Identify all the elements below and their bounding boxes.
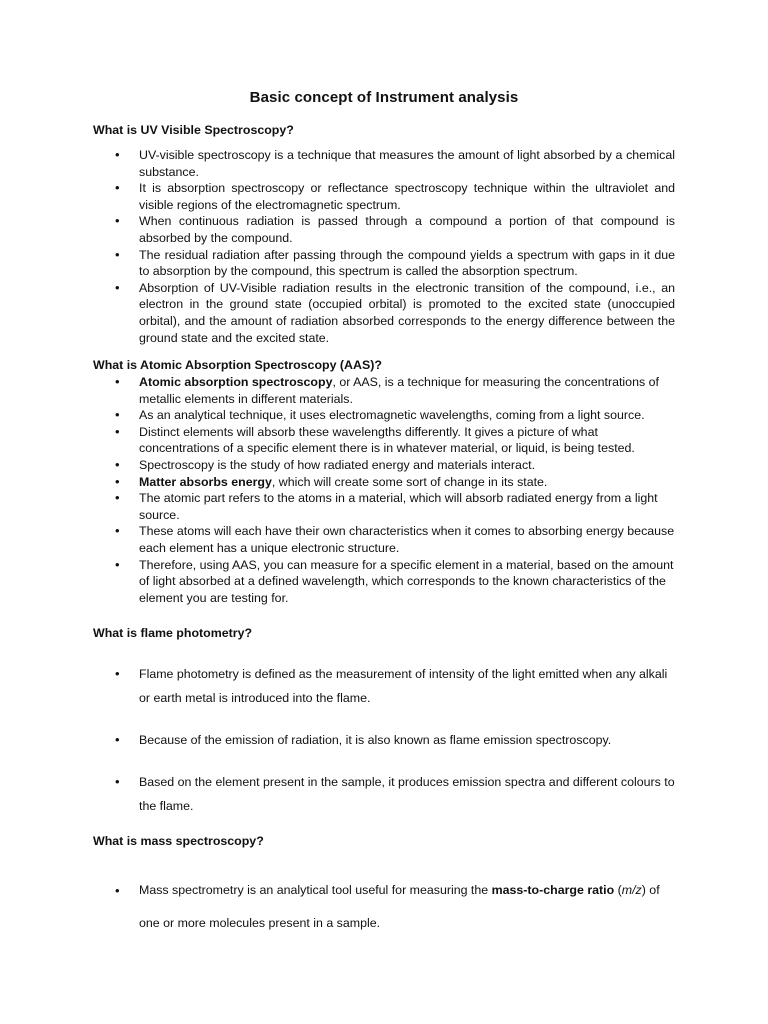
section-uv — [93, 123, 675, 346]
item-text: , which will create some sort of change in its state. — [271, 474, 548, 489]
list-item: • Distinct elements will absorb these wavelengths differently. It gives a picture of what concentrations of a specific element there is in whatever material, or liquid, is being tested. — [93, 424, 675, 457]
page-title: Basic concept of Instrument analysis — [249, 89, 519, 106]
list-item: • Because of the emission of radiation, it is also known as flame emission spectroscopy. — [93, 728, 675, 752]
list-flame — [93, 662, 675, 818]
list-uv — [93, 147, 675, 346]
list-item: • The residual radiation after passing through the compound yields a spectrum with gaps in it due to absorption by the compound, this spectrum is called the absorption spectrum. — [93, 247, 675, 280]
list-mass — [93, 874, 675, 940]
italic-term: m/z — [621, 883, 642, 897]
list-item — [93, 374, 675, 407]
bold-term: Matter absorbs energy — [139, 474, 272, 489]
list-item: • These atoms will each have their own characteristics when it comes to absorbing energy because each element has a unique electronic structure. — [93, 523, 675, 556]
list-item: • It is absorption spectroscopy or reflectance spectroscopy technique within the ultraviolet and visible regions of the electromagnetic spectrum. — [93, 180, 675, 213]
section-flame — [93, 626, 675, 818]
list-item: • UV-visible spectroscopy is a technique that measures the amount of light absorbed by a chemical substance. — [93, 147, 675, 180]
list-item: • Spectroscopy is the study of how radiated energy and materials interact. — [93, 457, 675, 474]
section-heading-uv: What is UV Visible Spectroscopy? — [93, 123, 294, 137]
section-heading-flame: What is flame photometry? — [93, 626, 253, 640]
list-item: • The atomic part refers to the atoms in a material, which will absorb radiated energy from a light source. — [93, 490, 675, 523]
list-item: • Flame photometry is defined as the measurement of intensity of the light emitted when any alkali or earth metal is introduced into the flame. — [93, 662, 675, 710]
list-item: • Therefore, using AAS, you can measure for a specific element in a material, based on the amount of light absorbed at a defined wavelength, which corresponds to the known characteristics of the element you are testing for. — [93, 557, 675, 607]
list-item: • As an analytical technique, it uses electromagnetic wavelengths, coming from a light source. — [93, 407, 675, 424]
bold-term: mass-to-charge ratio — [491, 883, 615, 897]
section-mass — [93, 834, 675, 940]
section-aas — [93, 358, 675, 606]
list-item: • Based on the element present in the sample, it produces emission spectra and different colours to the flame. — [93, 770, 675, 818]
item-text: ( — [614, 883, 622, 897]
list-item — [93, 474, 675, 491]
item-text: , or AAS, is a technique for measuring the concentrations of metallic elements in different materials. — [139, 375, 659, 406]
list-item: • When continuous radiation is passed through a compound a portion of that compound is absorbed by the compound. — [93, 213, 675, 246]
item-text: ) of one or more molecules present in a sample. — [139, 883, 660, 930]
section-heading-mass: What is mass spectroscopy? — [93, 834, 264, 848]
list-aas — [93, 374, 675, 606]
list-item: • Absorption of UV-Visible radiation results in the electronic transition of the compound, i.e., an electron in the ground state (occupied orbital) is promoted to the excited state (unoccupied orbital), and the amount of radiation absorbed corresponds to the energy difference between the ground state and the excited state. — [93, 280, 675, 346]
list-item — [93, 874, 675, 940]
item-text: Mass spectrometry is an analytical tool useful for measuring the — [139, 883, 492, 897]
bold-term: Atomic absorption spectroscopy — [139, 375, 333, 389]
section-heading-aas: What is Atomic Absorption Spectroscopy (AAS)? — [93, 358, 382, 372]
